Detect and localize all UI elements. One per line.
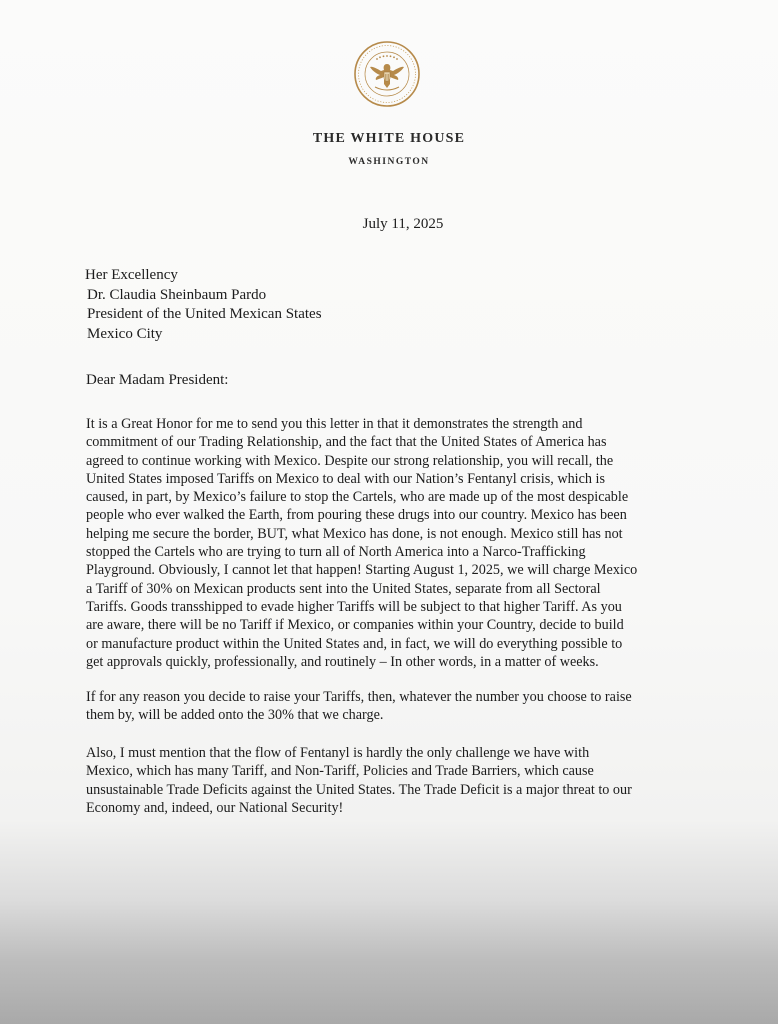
letterhead-title: THE WHITE HOUSE: [312, 131, 466, 146]
text-line: a Tariff of 30% on Mexican products sent into the United States, separate from all Sectoral: [86, 580, 601, 597]
text-line: or manufacture product within the United States and, in fact, we will do everything possible to: [86, 635, 623, 652]
text-line: get approvals quickly, professionally, and routinely – In other words, in a matter of weeks.: [86, 653, 599, 670]
text-line: Economy and, indeed, our National Security!: [86, 799, 344, 816]
recipient-honorific: Her Excellency: [85, 267, 178, 283]
recipient-city: Mexico City: [87, 325, 163, 342]
presidential-seal-icon: [353, 40, 421, 108]
text-line: If for any reason you decide to raise your Tariffs, then, whatever the number you choose to raise: [86, 689, 632, 705]
text-line: stopped the Cartels who are trying to turn all of North America into a Narco-Trafficking: [86, 544, 586, 561]
text-line: Tariffs. Goods transshipped to evade higher Tariffs will be subject to that higher Tariff. As you: [86, 598, 622, 615]
text-line: commitment of our Trading Relationship, and the fact that the United States of America has: [86, 434, 607, 451]
recipient-title: President of the United Mexican States: [87, 306, 322, 323]
text-line: caused, in part, by Mexico’s failure to stop the Cartels, who are made up of the most despicable: [86, 489, 629, 506]
recipient-name: Dr. Claudia Sheinbaum Pardo: [87, 286, 267, 303]
text-line: people who ever walked the Earth, from pouring these drugs into our country. Mexico has been: [86, 507, 627, 524]
text-line: them by, will be added onto the 30% that we charge.: [86, 707, 384, 724]
salutation: Dear Madam President:: [86, 372, 229, 388]
text-line: Also, I must mention that the flow of Fentanyl is hardly the only challenge we have with: [86, 745, 590, 761]
text-line: helping me secure the border, BUT, what Mexico has done, is not enough. Mexico still has not: [86, 525, 623, 542]
body-paragraph-2: [86, 688, 698, 725]
letterhead-subtitle: WASHINGTON: [348, 157, 430, 167]
text-line: It is a Great Honor for me to send you this letter in that it demonstrates the strength and: [86, 416, 583, 432]
letter-date: July 11, 2025: [362, 216, 444, 232]
text-line: Mexico, which has many Tariff, and Non-Tariff, Policies and Trade Barriers, which cause: [86, 763, 594, 780]
text-line: agreed to continue working with Mexico. Despite our strong relationship, you will recall, the: [86, 452, 614, 469]
recipient-address: [85, 266, 322, 344]
text-line: United States imposed Tariffs on Mexico to deal with our Nation’s Fentanyl crisis, which is: [86, 470, 606, 487]
text-line: are aware, there will be no Tariff if Mexico, or companies within your Country, decide to build: [86, 617, 624, 634]
text-line: unsustainable Trade Deficits against the United States. The Trade Deficit is a major threat to our: [86, 781, 632, 798]
body-paragraph-3: [86, 744, 698, 817]
text-line: Playground. Obviously, I cannot let that happen! Starting August 1, 2025, we will charge Mexico: [86, 562, 638, 579]
body-paragraph-1: [86, 415, 698, 671]
